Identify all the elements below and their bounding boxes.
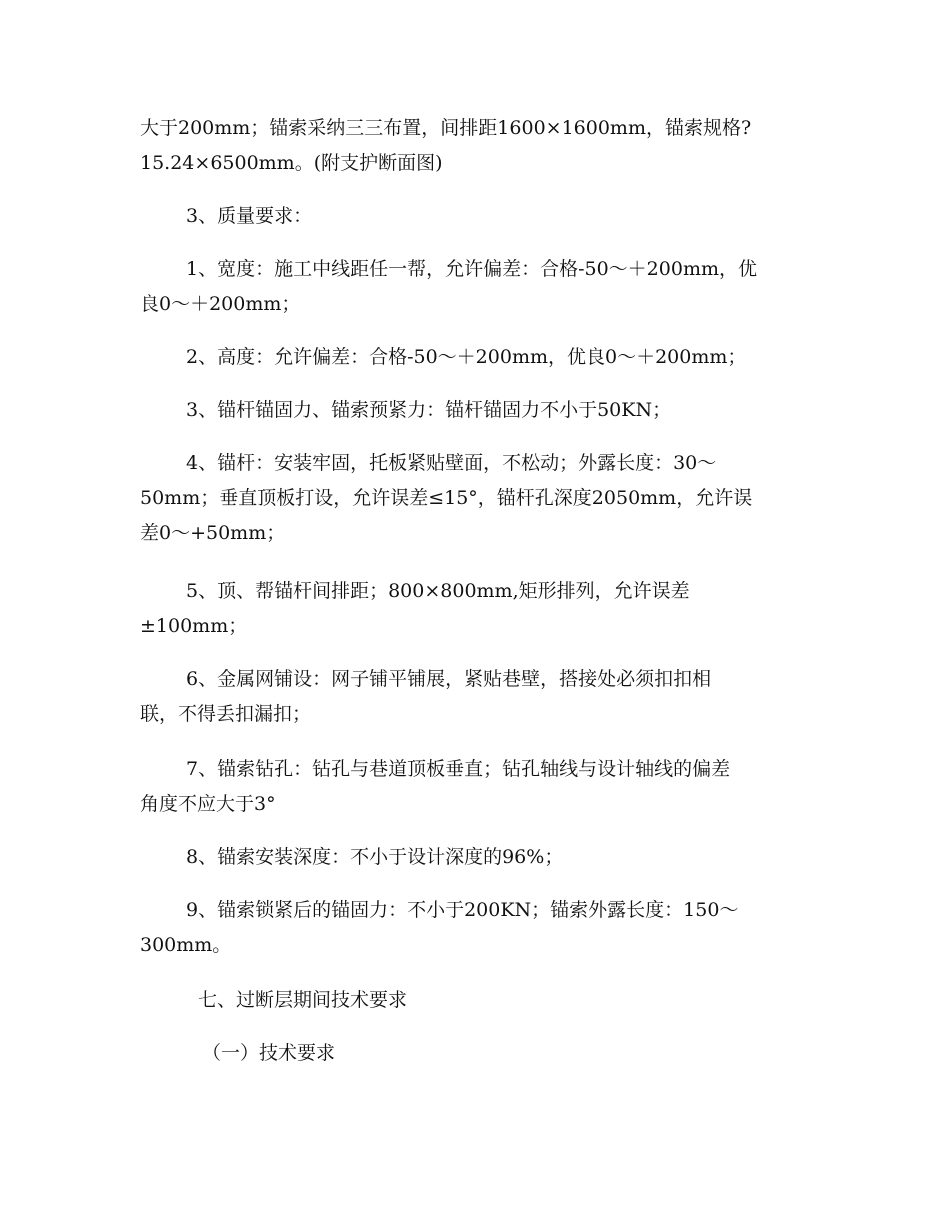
subsection-heading-one (140, 1036, 810, 1071)
text-line: 大于200mm；锚索采纳三三布置，间排距1600×1600mm，锚索规格? (140, 117, 752, 139)
paragraph-cable-drilling (140, 752, 810, 822)
text-line: 15.24×6500mm。(附支护断面图) (140, 152, 443, 174)
paragraph-bolt-spacing (140, 574, 810, 644)
text-line: 3、质量要求： (186, 205, 313, 227)
text-line: 300mm。 (140, 934, 232, 956)
text-line: 8、锚索安装深度：不小于设计深度的96%； (186, 846, 564, 868)
paragraph-width (140, 252, 810, 322)
text-line: 差0～+50mm； (140, 522, 286, 544)
text-line: 联，不得丢扣漏扣； (140, 703, 312, 725)
text-line: 5、顶、帮锚杆间排距；800×800mm,矩形排列，允许误差 (186, 580, 690, 602)
text-line: 3、锚杆锚固力、锚索预紧力：锚杆锚固力不小于50KN； (186, 399, 672, 421)
paragraph-mesh (140, 662, 810, 732)
text-line: 9、锚索锁紧后的锚固力：不小于200KN；锚索外露长度：150～ (186, 899, 739, 921)
paragraph-cable-depth (140, 840, 810, 875)
section-heading-seven (140, 983, 810, 1018)
paragraph-bolt (140, 446, 810, 551)
text-line: 良0～＋200mm； (140, 293, 301, 315)
text-line: 50mm；垂直顶板打设，允许误差≤15°，锚杆孔深度2050mm，允许误 (140, 487, 753, 509)
paragraph-height (140, 340, 810, 375)
text-line: （一）技术要求 (202, 1042, 336, 1064)
text-line: ±100mm； (140, 615, 248, 637)
paragraph-cable-force (140, 893, 810, 963)
paragraph-anchorage-force (140, 393, 810, 428)
text-line: 7、锚索钻孔：钻孔与巷道顶板垂直；钻孔轴线与设计轴线的偏差 (186, 758, 731, 780)
paragraph-anchor-cable-layout (140, 111, 810, 181)
text-line: 七、过断层期间技术要求 (198, 989, 408, 1011)
text-line: 1、宽度：施工中线距任一帮，允许偏差：合格-50～＋200mm，优 (186, 258, 757, 280)
paragraph-quality-heading (140, 199, 810, 234)
text-line: 6、金属网铺设：网子铺平铺展，紧贴巷壁，搭接处必须扣扣相 (186, 668, 712, 690)
text-line: 4、锚杆：安装牢固，托板紧贴壁面，不松动；外露长度：30～ (186, 452, 717, 474)
text-line: 2、高度：允许偏差：合格-50～＋200mm，优良0～＋200mm； (186, 346, 747, 368)
text-line: 角度不应大于3° (140, 793, 276, 815)
